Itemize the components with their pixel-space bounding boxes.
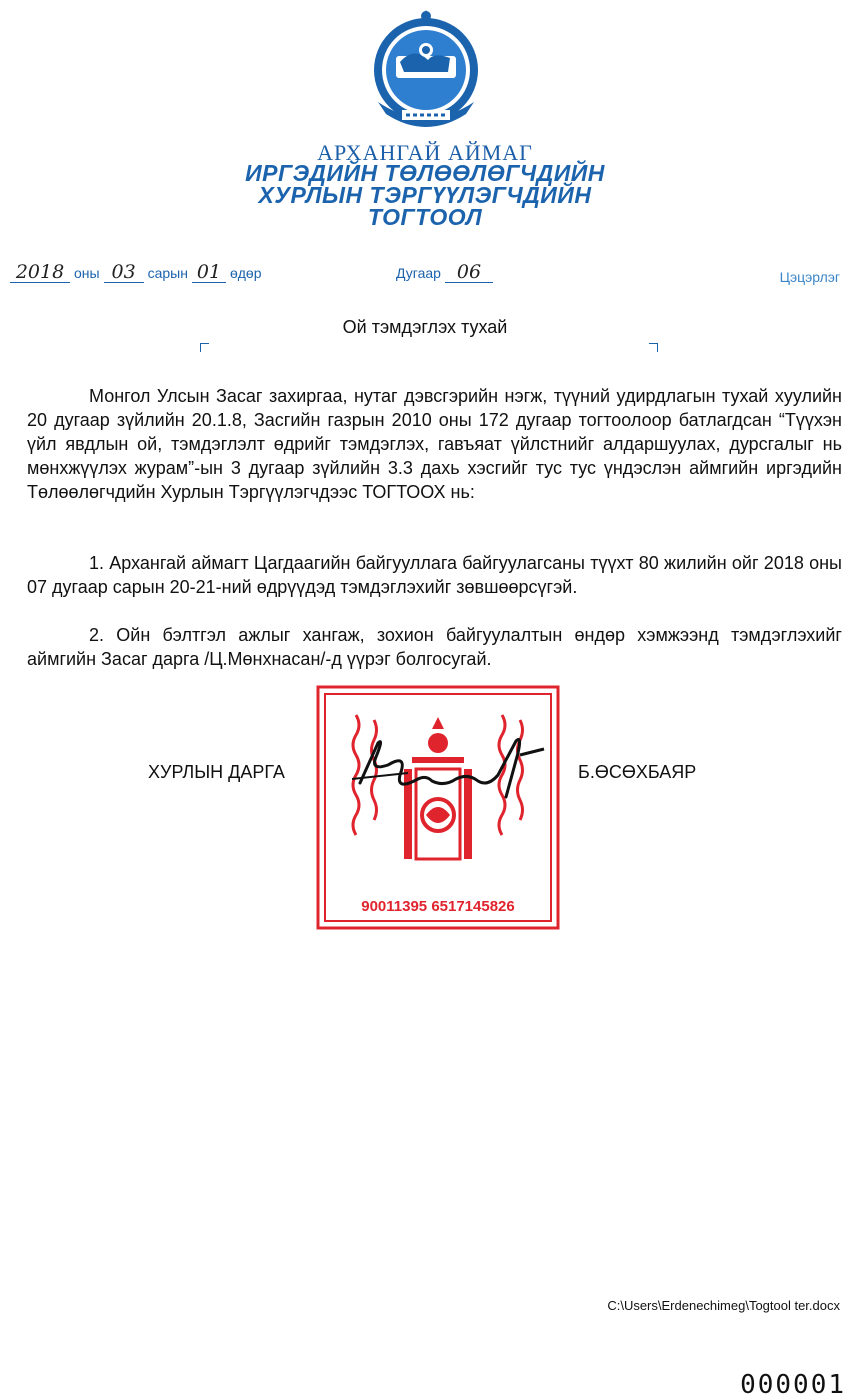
header-line-3: ХУРЛЫН ТЭРГҮҮЛЭГЧДИЙН: [258, 182, 592, 208]
state-emblem-icon: [370, 6, 482, 136]
page-number: 000001: [740, 1370, 846, 1400]
file-path: C:\Users\Erdenechimeg\Togtool ter.docx: [607, 1298, 840, 1313]
subject-bracket-left: [200, 343, 209, 352]
date-day-label: өдөр: [229, 265, 262, 281]
header-line-2: ИРГЭДИЙН ТӨЛӨӨЛӨГЧДИЙН: [245, 160, 605, 186]
paragraph-preamble: Монгол Улсын Засаг захиргаа, нутаг дэвсгэрийн нэгж, түүний удирдлагын тухай хуулийн 20 дугаар зүйлийн 20.1.8, Засгийн газрын 2010 оны 172 дугаар тогтоолоор батлагдсан “Түүхэн үйл явдлын ой, тэмдэглэлт өдрийг тэмдэглэх, гавъяат үйлстнийг алдаршуулах, дурсгалыг нь мөнхжүүлэх журам”-ын 3 дугаар зүйлийн 3.3 дахь хэсгийг тус тус үндэслэн аймгийн иргэдийн Төлөөлөгчдийн Хурлын Тэргүүлэгчдээс ТОГТООХ нь:: [27, 386, 842, 502]
date-month-label: сарын: [147, 265, 188, 281]
document-number: 06: [445, 262, 493, 283]
header-aimag: АРХАНГАЙ АЙМАГ: [317, 140, 533, 165]
date-year-label: оны: [74, 265, 100, 281]
date-line: [10, 262, 266, 283]
signatory-name: Б.ӨСӨХБАЯР: [578, 762, 697, 782]
handwritten-signature: [348, 735, 548, 805]
subject-bracket-right: [649, 343, 658, 352]
paragraph-decision-2: 2. Ойн бэлтгэл ажлыг хангаж, зохион байгуулалтын өндөр хэмжээнд тэмдэглэхийг аймгийн Засаг дарга /Ц.Мөнхнасан/-д үүрэг болгосугай.: [27, 625, 842, 669]
date-year: 2018: [10, 262, 70, 283]
number-line: [396, 262, 493, 283]
official-seal-stamp: [316, 685, 560, 930]
number-label: Дугаар: [396, 265, 441, 281]
header-doc-type: ТОГТООЛ: [367, 204, 483, 230]
date-day: 01: [192, 262, 226, 283]
seal-numbers: 90011395 6517145826: [361, 898, 515, 915]
signatory-title: ХУРЛЫН ДАРГА: [148, 762, 285, 782]
document-subject: Ой тэмдэглэх тухай: [342, 317, 508, 337]
paragraph-decision-1: 1. Архангай аймагт Цагдаагийн байгууллага байгуулагсаны түүхт 80 жилийн ойг 2018 оны 07 дугаар сарын 20-21-ний өдрүүдэд тэмдэглэхийг зөвшөөрсүгэй.: [27, 553, 842, 597]
date-month: 03: [104, 262, 144, 283]
city-name: Цэцэрлэг: [779, 269, 840, 285]
